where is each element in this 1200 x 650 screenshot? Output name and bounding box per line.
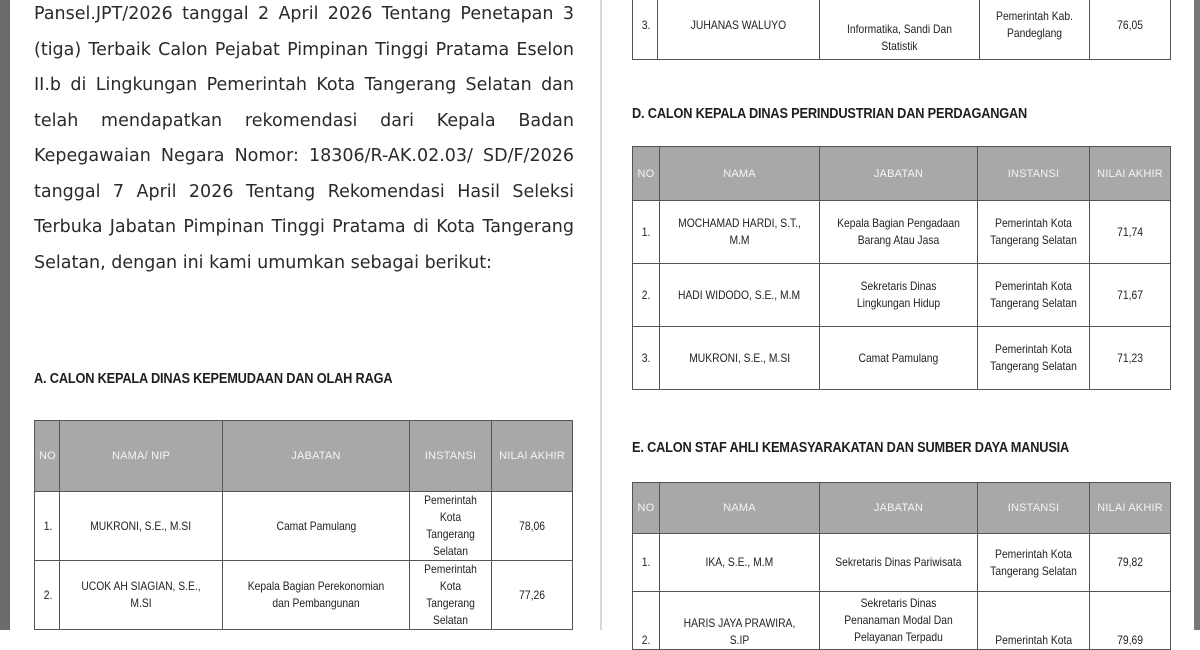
row-instansi: Pemerintah Kota Tangerang Selatan [424, 493, 477, 558]
row-instansi: Pemerintah Kota Tangerang Selatan [990, 279, 1077, 310]
row-nilai: 76,05 [1117, 17, 1143, 32]
row-nilai: 71,67 [1117, 287, 1143, 302]
header-jabatan: JABATAN [223, 421, 410, 492]
header-no: NO [633, 147, 660, 201]
header-jabatan: JABATAN [820, 147, 978, 201]
row-jabatan: Sekretaris Dinas Pariwisata [835, 555, 962, 569]
header-no: NO [633, 483, 660, 534]
row-no: 1. [641, 555, 651, 569]
row-nilai: 71,74 [1117, 224, 1143, 239]
row-jabatan: Kepala Bagian Pengadaan Barang Atau Jasa [837, 216, 960, 247]
row-no: 2. [641, 633, 651, 647]
row-nilai: 79,82 [1117, 555, 1143, 569]
header-instansi: INSTANSI [978, 483, 1090, 534]
row-nilai: 78,06 [519, 518, 545, 533]
header-nilai-akhir: NILAI AKHIR [1090, 483, 1171, 534]
row-nama: UCOK AH SIAGIAN, S.E., M.SI [81, 579, 201, 610]
table-row [35, 561, 573, 630]
table-section-d [632, 146, 1171, 390]
table-row [35, 492, 573, 561]
table-section-e [632, 482, 1171, 650]
header-nilai-akhir: NILAI AKHIR [492, 421, 573, 492]
row-nama: MUKRONI, S.E., M.SI [90, 518, 192, 533]
row-jabatan: Kepala Bagian Perekonomian dan Pembangunan [247, 579, 385, 610]
header-nama: NAMA [660, 483, 820, 534]
row-instansi: Pemerintah Kota Tangerang Selatan [424, 562, 477, 627]
table-row [633, 264, 1171, 327]
row-instansi: Pemerintah Kota [995, 633, 1072, 647]
viewer-edge-left [0, 0, 10, 630]
header-instansi: INSTANSI [410, 421, 492, 492]
table-section-c-tail [632, 0, 1171, 60]
row-instansi: Pemerintah Kota Tangerang Selatan [990, 546, 1077, 578]
table-row [633, 201, 1171, 264]
section-a-title: A. CALON KEPALA DINAS KEPEMUDAAN DAN OLAH RAGA [34, 371, 393, 387]
table-row [633, 0, 1171, 60]
row-jabatan: Sekretaris Dinas Lingkungan Hidup [856, 279, 941, 310]
row-no: 1. [641, 224, 651, 239]
row-nama: HADI WIDODO, S.E., M.M [678, 287, 801, 302]
row-no: 2. [641, 287, 651, 302]
row-nama: IKA, S.E., M.M [705, 555, 774, 569]
document-page-right [600, 0, 1194, 647]
header-nama: NAMA/ NIP [60, 421, 223, 492]
row-instansi: Pemerintah Kota Tangerang Selatan [990, 216, 1077, 247]
table-row [633, 327, 1171, 390]
section-d-title: D. CALON KEPALA DINAS PERINDUSTRIAN DAN PERDAGANGAN [632, 106, 1028, 122]
row-nama: MUKRONI, S.E., M.SI [689, 350, 790, 365]
table-row [633, 592, 1171, 650]
header-jabatan: JABATAN [820, 483, 978, 534]
header-nilai-akhir: NILAI AKHIR [1090, 147, 1171, 201]
row-no: 3. [641, 350, 651, 365]
table-row [633, 534, 1171, 592]
row-jabatan: Camat Pamulang [858, 350, 939, 365]
header-nama: NAMA [660, 147, 820, 201]
row-instansi: Pemerintah Kab. Pandeglang [996, 9, 1073, 40]
row-jabatan: Informatika, Sandi Dan Statistik [847, 22, 952, 53]
row-nama: MOCHAMAD HARDI, S.T., M.M [678, 216, 801, 247]
row-nama: JUHANAS WALUYO [690, 17, 787, 32]
row-nilai: 77,26 [519, 587, 545, 602]
section-e-title: E. CALON STAF AHLI KEMASYARAKATAN DAN SUMBER DAYA MANUSIA [632, 440, 1070, 456]
row-nilai: 79,69 [1117, 633, 1143, 647]
header-no: NO [35, 421, 60, 492]
document-page-left [10, 0, 600, 630]
row-no: 3. [641, 17, 651, 32]
header-instansi: INSTANSI [978, 147, 1090, 201]
row-jabatan: Camat Pamulang [276, 518, 356, 533]
table-section-a [34, 420, 573, 630]
row-no: 1. [43, 518, 53, 533]
intro-paragraph: Pansel.JPT/2026 tanggal 2 April 2026 Tentang Penetapan 3 (tiga) Terbaik Calon Pejabat Pimpinan Tinggi Pratama Eselon II.b di Lingkungan Pemerintah Kota Tangerang Selatan dan telah mendapatkan rekomendasi dari Kepala Badan Kepegawaian Negara Nomor: 18306/R-AK.02.03/ SD/F/2026 tanggal 7 April 2026 Tentang Rekomendasi Hasil Seleksi Terbuka Jabatan Pimpinan Tinggi Pratama di Kota Tangerang Selatan, dengan ini kami umumkan sebagai berikut: [34, 4, 574, 273]
row-no: 2. [43, 587, 53, 602]
row-jabatan: Sekretaris Dinas Penanaman Modal Dan Pelayanan Terpadu [844, 596, 953, 644]
row-instansi: Pemerintah Kota Tangerang Selatan [990, 342, 1077, 373]
row-nilai: 71,23 [1117, 350, 1143, 365]
row-nama: HARIS JAYA PRAWIRA, S.IP [683, 616, 796, 647]
